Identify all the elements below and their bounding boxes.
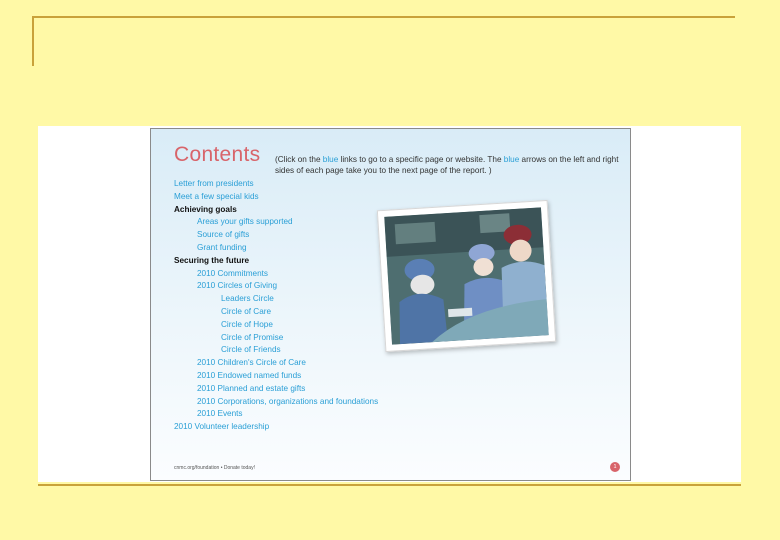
page-number-badge: 1: [610, 462, 620, 472]
instruction-note: [275, 154, 620, 176]
toc-link[interactable]: 2010 Children's Circle of Care: [197, 358, 306, 368]
toc-link[interactable]: 2010 Endowed named funds: [197, 370, 302, 380]
toc-link[interactable]: 2010 Commitments: [197, 268, 268, 278]
toc-link[interactable]: Circle of Care: [221, 306, 272, 316]
note-blue-word-2: blue: [503, 155, 520, 164]
toc-section-heading: Securing the future: [174, 255, 250, 265]
top-rule: [33, 16, 735, 18]
bottom-rule: [38, 484, 741, 486]
slide-area: [38, 126, 741, 482]
page-title: Contents: [174, 143, 261, 166]
toc-link[interactable]: Areas your gifts supported: [197, 217, 293, 227]
table-of-contents: [174, 178, 378, 434]
note-blue-word-1: blue: [322, 155, 339, 164]
toc-link[interactable]: 2010 Corporations, organizations and foundations: [197, 396, 379, 406]
photo-image: [384, 207, 549, 344]
toc-link[interactable]: 2010 Events: [197, 409, 243, 419]
note-text-3: arrows on the left and right sides of each page take you to the next page of the report. ): [275, 155, 619, 175]
toc-link[interactable]: Leaders Circle: [221, 294, 274, 304]
toc-link[interactable]: Circle of Friends: [221, 345, 281, 355]
toc-link[interactable]: 2010 Circles of Giving: [197, 281, 278, 291]
toc-link[interactable]: Meet a few special kids: [174, 191, 259, 201]
report-page: [150, 128, 631, 481]
toc-link[interactable]: Circle of Promise: [221, 332, 284, 342]
note-text-1: (Click on the: [275, 155, 323, 164]
surgeons-illustration: [384, 207, 549, 344]
toc-section-heading: Achieving goals: [174, 204, 237, 214]
surgery-photo: [377, 200, 556, 352]
toc-link[interactable]: Grant funding: [197, 242, 247, 252]
toc-link[interactable]: Letter from presidents: [174, 179, 254, 188]
toc-link[interactable]: 2010 Volunteer leadership: [174, 422, 270, 432]
note-text-2: links to go to a specific page or website. The: [338, 155, 504, 164]
toc-link[interactable]: 2010 Planned and estate gifts: [197, 383, 306, 393]
toc-link[interactable]: Source of gifts: [197, 230, 250, 240]
left-rule: [32, 16, 34, 66]
footer-link[interactable]: cnmc.org/foundation • Donate today!: [174, 465, 255, 471]
toc-link[interactable]: Circle of Hope: [221, 319, 273, 329]
